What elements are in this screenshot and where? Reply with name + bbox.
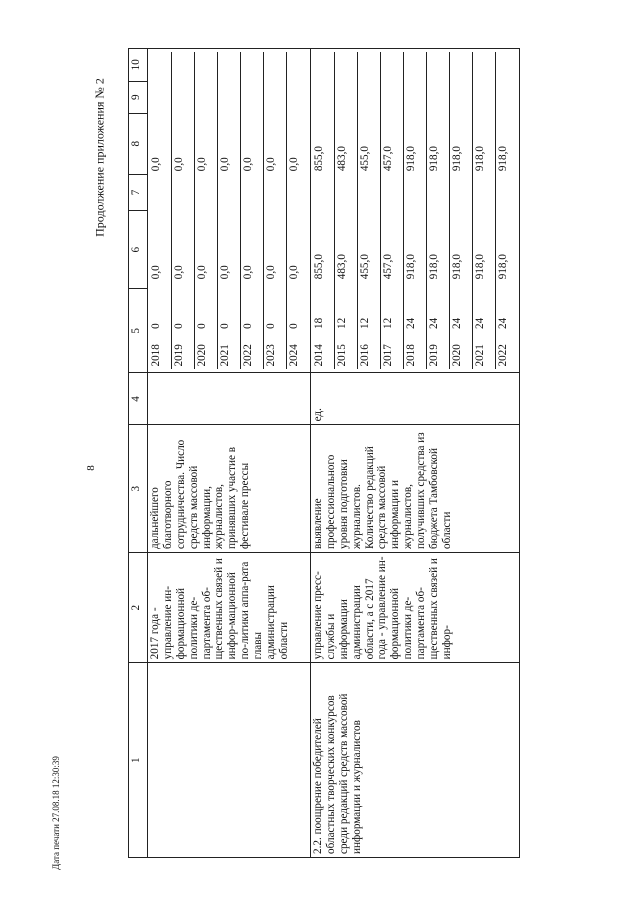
header-cell: 5 bbox=[129, 289, 148, 373]
year-row bbox=[335, 52, 358, 370]
value-col5: 24 bbox=[427, 285, 450, 335]
measure-name: 2.2. поощрение победителей областных творческих конкурсов среди редакций средств массовой информации и журналистов bbox=[311, 663, 520, 858]
value-col6: 0,0 bbox=[241, 214, 264, 285]
value-col7 bbox=[335, 177, 358, 213]
value-col8: 855,0 bbox=[312, 118, 335, 177]
value-col6: 455,0 bbox=[358, 213, 381, 285]
year-row bbox=[264, 52, 287, 370]
value-col7 bbox=[404, 177, 427, 213]
value-col9 bbox=[335, 85, 358, 118]
year-row bbox=[287, 52, 310, 370]
year: 2018 bbox=[149, 335, 172, 370]
value-col9 bbox=[312, 85, 335, 118]
year-values-table bbox=[149, 52, 309, 370]
year-row bbox=[427, 52, 450, 370]
value-col9 bbox=[358, 85, 381, 118]
header-cell: 4 bbox=[129, 373, 148, 425]
year-row bbox=[473, 52, 496, 370]
year: 2023 bbox=[264, 335, 287, 370]
value-col9 bbox=[473, 85, 496, 118]
year: 2016 bbox=[358, 335, 381, 370]
value-col7 bbox=[312, 177, 335, 213]
value-col5: 24 bbox=[404, 285, 427, 335]
value-col5: 18 bbox=[312, 285, 335, 335]
value-col7 bbox=[287, 177, 310, 214]
value-col10 bbox=[149, 52, 172, 86]
measure-name bbox=[148, 663, 311, 858]
value-col6: 0,0 bbox=[195, 214, 218, 285]
value-col5: 0 bbox=[149, 285, 172, 335]
value-col6: 483,0 bbox=[335, 213, 358, 285]
appendix-title: Продолжение приложения № 2 bbox=[92, 78, 107, 237]
value-col10 bbox=[381, 52, 404, 85]
value-col7 bbox=[427, 177, 450, 213]
value-col9 bbox=[218, 86, 241, 120]
table-row-continuation bbox=[148, 49, 311, 858]
value-col5: 0 bbox=[218, 285, 241, 335]
year-row bbox=[149, 52, 172, 370]
value-col6: 457,0 bbox=[381, 213, 404, 285]
year: 2021 bbox=[473, 335, 496, 370]
value-col7 bbox=[241, 177, 264, 214]
value-col10 bbox=[335, 52, 358, 85]
value-col10 bbox=[312, 52, 335, 85]
value-col6: 0,0 bbox=[288, 265, 300, 280]
value-col9 bbox=[149, 86, 172, 120]
value-col8: 918,0 bbox=[497, 145, 509, 172]
value-col7 bbox=[218, 177, 241, 214]
year: 2019 bbox=[427, 335, 450, 370]
unit: ед. bbox=[311, 373, 520, 425]
value-col6: 918,0 bbox=[473, 213, 496, 285]
value-col5: 0 bbox=[264, 285, 287, 335]
year-row bbox=[496, 52, 519, 370]
value-col8: 918,0 bbox=[427, 118, 450, 177]
header-cell: 6 bbox=[129, 211, 148, 289]
value-col10 bbox=[427, 52, 450, 85]
value-col6: 918,0 bbox=[404, 213, 427, 285]
value-col5: 12 bbox=[381, 285, 404, 335]
value-col10 bbox=[496, 52, 519, 85]
value-col5: 12 bbox=[335, 285, 358, 335]
year: 2020 bbox=[195, 335, 218, 370]
value-col6: 918,0 bbox=[497, 254, 509, 280]
year: 2020 bbox=[450, 335, 473, 370]
value-col6: 0,0 bbox=[172, 214, 195, 285]
year: 2022 bbox=[241, 335, 264, 370]
value-col7 bbox=[195, 177, 218, 214]
value-col5: 24 bbox=[450, 285, 473, 335]
value-col10 bbox=[287, 52, 310, 86]
year: 2018 bbox=[404, 335, 427, 370]
value-col10 bbox=[450, 52, 473, 85]
value-col5: 24 bbox=[497, 317, 509, 329]
year-row bbox=[450, 52, 473, 370]
year-row bbox=[404, 52, 427, 370]
value-col8: 455,0 bbox=[358, 118, 381, 177]
page-number: 8 bbox=[84, 465, 97, 471]
value-col10 bbox=[172, 52, 195, 86]
year: 2019 bbox=[172, 335, 195, 370]
value-col10 bbox=[195, 52, 218, 86]
indicator: дальнейшего благотворного сотрудничества. Число средств массовой информации, журналистов, принявших участие в фестивале прессы bbox=[148, 425, 311, 553]
print-date: Дата печати 27.08.18 12:30:39 bbox=[51, 756, 61, 870]
year-row bbox=[381, 52, 404, 370]
header-cell: 10 bbox=[129, 49, 148, 82]
year-row bbox=[195, 52, 218, 370]
value-col10 bbox=[358, 52, 381, 85]
value-col5: 0 bbox=[195, 285, 218, 335]
table-row-2-2 bbox=[311, 49, 520, 858]
value-col5: 0 bbox=[241, 285, 264, 335]
header-row bbox=[129, 49, 148, 858]
year: 2014 bbox=[312, 335, 335, 370]
value-col10 bbox=[404, 52, 427, 85]
year: 2017 bbox=[381, 335, 404, 370]
rotated-table-container bbox=[128, 48, 516, 858]
value-col10 bbox=[218, 52, 241, 86]
value-col7 bbox=[149, 177, 172, 214]
header-cell: 9 bbox=[129, 81, 148, 113]
value-col7 bbox=[264, 177, 287, 214]
unit bbox=[148, 373, 311, 425]
year-row bbox=[241, 52, 264, 370]
value-col6: 0,0 bbox=[218, 214, 241, 285]
header-cell: 8 bbox=[129, 113, 148, 174]
value-col10 bbox=[473, 52, 496, 85]
value-col6: 855,0 bbox=[312, 213, 335, 285]
year-values-block bbox=[148, 49, 311, 374]
value-col9 bbox=[264, 86, 287, 120]
value-col8: 0,0 bbox=[288, 157, 300, 172]
value-col6: 0,0 bbox=[264, 214, 287, 285]
value-col9 bbox=[450, 85, 473, 118]
value-col8: 918,0 bbox=[473, 118, 496, 177]
value-col9 bbox=[381, 85, 404, 118]
value-col9 bbox=[241, 86, 264, 120]
year-row bbox=[218, 52, 241, 370]
header-cell: 2 bbox=[129, 553, 148, 663]
indicator: выявление профессионального уровня подготовки журналистов. Количество редакций средств массовой информации и журналистов, получивших средства из бюджета Тамбовской области bbox=[311, 425, 520, 553]
value-col8: 918,0 bbox=[450, 118, 473, 177]
year: 2022 bbox=[497, 344, 509, 367]
value-col8: 918,0 bbox=[404, 118, 427, 177]
year-values-table bbox=[312, 52, 518, 370]
header-cell: 7 bbox=[129, 174, 148, 211]
year-row bbox=[172, 52, 195, 370]
value-col9 bbox=[427, 85, 450, 118]
value-col8: 0,0 bbox=[149, 120, 172, 178]
value-col7 bbox=[473, 177, 496, 213]
value-col7 bbox=[172, 177, 195, 214]
value-col8: 0,0 bbox=[172, 120, 195, 178]
program-table bbox=[128, 48, 520, 858]
value-col8: 0,0 bbox=[241, 120, 264, 178]
value-col7 bbox=[496, 177, 519, 213]
value-col8: 0,0 bbox=[218, 120, 241, 178]
year-row bbox=[312, 52, 335, 370]
header-cell: 1 bbox=[129, 663, 148, 858]
value-col9 bbox=[496, 85, 519, 118]
year-values-block bbox=[311, 49, 520, 374]
executor: 2017 года - управление ин-формационной политики де-партамента об-щественных связей и инфор-мационной по-литики аппа-рата главы администрации области bbox=[148, 553, 311, 663]
header-cell: 3 bbox=[129, 425, 148, 553]
value-col7 bbox=[358, 177, 381, 213]
value-col6: 918,0 bbox=[427, 213, 450, 285]
executor: управление пресс-службы и информации администрации области, а с 2017 года - управление ин-формационной политики де-партамента об-щественных связей и инфор- bbox=[311, 553, 520, 663]
value-col9 bbox=[195, 86, 218, 120]
year: 2024 bbox=[288, 344, 300, 367]
value-col6: 918,0 bbox=[450, 213, 473, 285]
value-col5: 0 bbox=[172, 285, 195, 335]
value-col7 bbox=[381, 177, 404, 213]
value-col5: 12 bbox=[358, 285, 381, 335]
value-col7 bbox=[450, 177, 473, 213]
value-col5: 24 bbox=[473, 285, 496, 335]
year-row bbox=[358, 52, 381, 370]
value-col6: 0,0 bbox=[149, 214, 172, 285]
value-col8: 457,0 bbox=[381, 118, 404, 177]
value-col5: 0 bbox=[288, 323, 300, 329]
year: 2015 bbox=[335, 335, 358, 370]
value-col10 bbox=[241, 52, 264, 86]
value-col9 bbox=[172, 86, 195, 120]
value-col9 bbox=[404, 85, 427, 118]
value-col8: 0,0 bbox=[195, 120, 218, 178]
value-col10 bbox=[264, 52, 287, 86]
year: 2021 bbox=[218, 335, 241, 370]
value-col8: 483,0 bbox=[335, 118, 358, 177]
value-col8: 0,0 bbox=[264, 120, 287, 178]
value-col9 bbox=[287, 86, 310, 120]
